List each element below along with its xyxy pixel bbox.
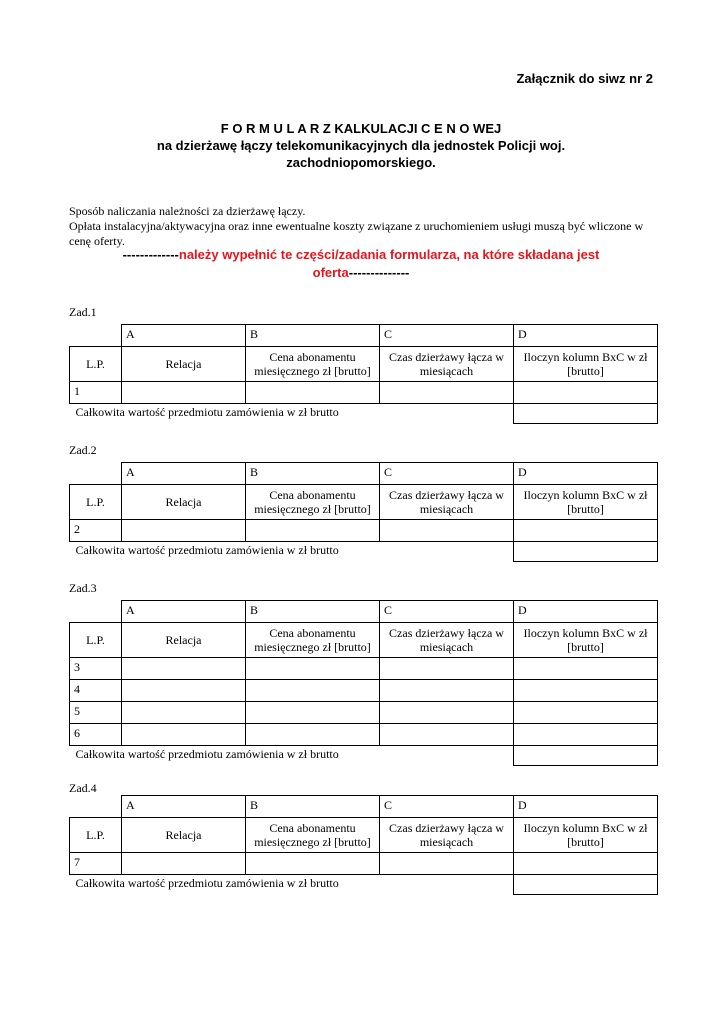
row-number: 3 [70,658,122,680]
title-line-2: na dzierżawę łączy telekomunikacyjnych dla jednostek Policji woj. [156,138,566,153]
lp-header: L.P. [70,623,122,658]
col-b-letter: B [246,325,380,347]
total-label: Całkowita wartość przedmiotu zamówienia w zł brutto [75,747,339,761]
notice-text-2: oferta [312,265,349,280]
table-row [70,658,658,680]
iloczyn-cell[interactable] [514,853,658,875]
czas-cell[interactable] [380,853,514,875]
intro-text [69,204,659,249]
form-title [69,120,653,171]
row-number: 1 [70,382,122,404]
iloczyn-header: Iloczyn kolumn BxC w zł [brutto] [514,623,658,658]
title-line-1: F O R M U L A R Z KALKULACJI C E N O WEJ [220,121,502,136]
row-number: 7 [70,853,122,875]
col-d-letter: D [514,463,658,485]
cena-cell[interactable] [246,382,380,404]
empty-cell [70,601,122,623]
cena-cell[interactable] [246,520,380,542]
row-number: 5 [70,702,122,724]
col-d-letter: D [514,601,658,623]
row-number: 6 [70,724,122,746]
iloczyn-cell[interactable] [514,382,658,404]
relacja-header: Relacja [122,485,246,520]
czas-cell[interactable] [380,658,514,680]
table-row [70,853,658,875]
cena-header: Cena abonamentu miesięcznego zł [brutto] [246,347,380,382]
col-c-letter: C [380,463,514,485]
notice-dashes-before: ------------- [122,247,179,262]
lp-header: L.P. [70,818,122,853]
relacja-cell[interactable] [122,382,246,404]
total-value-cell[interactable] [514,404,658,424]
zad-4-label: Zad.4 [69,781,97,795]
czas-cell[interactable] [380,382,514,404]
relacja-header: Relacja [122,347,246,382]
table-row [70,680,658,702]
relacja-cell[interactable] [122,680,246,702]
col-c-letter: C [380,796,514,818]
cena-header: Cena abonamentu miesięcznego zł [brutto] [246,485,380,520]
zad-4-table [69,795,658,895]
iloczyn-cell[interactable] [514,520,658,542]
relacja-header: Relacja [122,623,246,658]
table-row [70,702,658,724]
czas-header: Czas dzierżawy łącza w miesiącach [380,347,514,382]
iloczyn-cell[interactable] [514,658,658,680]
zad-2-label: Zad.2 [69,443,97,457]
table-row [70,382,658,404]
relacja-cell[interactable] [122,520,246,542]
col-b-letter: B [246,463,380,485]
row-number: 2 [70,520,122,542]
lp-header: L.P. [70,347,122,382]
cena-cell[interactable] [246,724,380,746]
intro-line-2: Opłata instalacyjna/aktywacyjna oraz inne ewentualne koszty związane z uruchomieniem usługi muszą być wliczone w cenę oferty. [69,219,644,248]
iloczyn-cell[interactable] [514,680,658,702]
total-value-cell[interactable] [514,542,658,562]
iloczyn-header: Iloczyn kolumn BxC w zł [brutto] [514,818,658,853]
table-row [70,520,658,542]
attachment-label: Załącznik do siwz nr 2 [516,71,653,86]
czas-cell[interactable] [380,724,514,746]
total-value-cell[interactable] [514,746,658,766]
cena-cell[interactable] [246,853,380,875]
total-label: Całkowita wartość przedmiotu zamówienia w zł brutto [75,876,339,890]
col-d-letter: D [514,796,658,818]
czas-cell[interactable] [380,520,514,542]
zad-1-label: Zad.1 [69,305,97,319]
lp-header: L.P. [70,485,122,520]
col-d-letter: D [514,325,658,347]
iloczyn-header: Iloczyn kolumn BxC w zł [brutto] [514,347,658,382]
czas-header: Czas dzierżawy łącza w miesiącach [380,623,514,658]
total-label: Całkowita wartość przedmiotu zamówienia w zł brutto [75,405,339,419]
czas-header: Czas dzierżawy łącza w miesiącach [380,485,514,520]
czas-header: Czas dzierżawy łącza w miesiącach [380,818,514,853]
zad-1-table [69,324,658,424]
zad-2-table [69,462,658,562]
relacja-cell[interactable] [122,853,246,875]
col-a-letter: A [122,796,246,818]
zad-3-label: Zad.3 [69,581,97,595]
notice-dashes-after: -------------- [348,265,410,280]
title-line-3: zachodniopomorskiego. [286,155,436,170]
col-b-letter: B [246,601,380,623]
table-row [70,724,658,746]
empty-cell [70,463,122,485]
relacja-cell[interactable] [122,658,246,680]
cena-header: Cena abonamentu miesięcznego zł [brutto] [246,623,380,658]
intro-line-1: Sposób naliczania należności za dzierżawę łączy. [69,204,306,218]
czas-cell[interactable] [380,680,514,702]
cena-cell[interactable] [246,680,380,702]
empty-cell [70,325,122,347]
row-number: 4 [70,680,122,702]
relacja-cell[interactable] [122,724,246,746]
relacja-cell[interactable] [122,702,246,724]
iloczyn-cell[interactable] [514,724,658,746]
fill-notice [69,246,653,282]
col-a-letter: A [122,325,246,347]
cena-header: Cena abonamentu miesięcznego zł [brutto] [246,818,380,853]
cena-cell[interactable] [246,658,380,680]
relacja-header: Relacja [122,818,246,853]
total-value-cell[interactable] [514,875,658,895]
col-a-letter: A [122,601,246,623]
iloczyn-cell[interactable] [514,702,658,724]
notice-text-1: należy wypełnić te części/zadania formularza, na które składana jest [178,247,600,262]
iloczyn-header: Iloczyn kolumn BxC w zł [brutto] [514,485,658,520]
czas-cell[interactable] [380,702,514,724]
col-c-letter: C [380,325,514,347]
cena-cell[interactable] [246,702,380,724]
zad-3-table [69,600,658,766]
col-a-letter: A [122,463,246,485]
col-b-letter: B [246,796,380,818]
total-label: Całkowita wartość przedmiotu zamówienia w zł brutto [75,543,339,557]
empty-cell [70,796,122,818]
col-c-letter: C [380,601,514,623]
